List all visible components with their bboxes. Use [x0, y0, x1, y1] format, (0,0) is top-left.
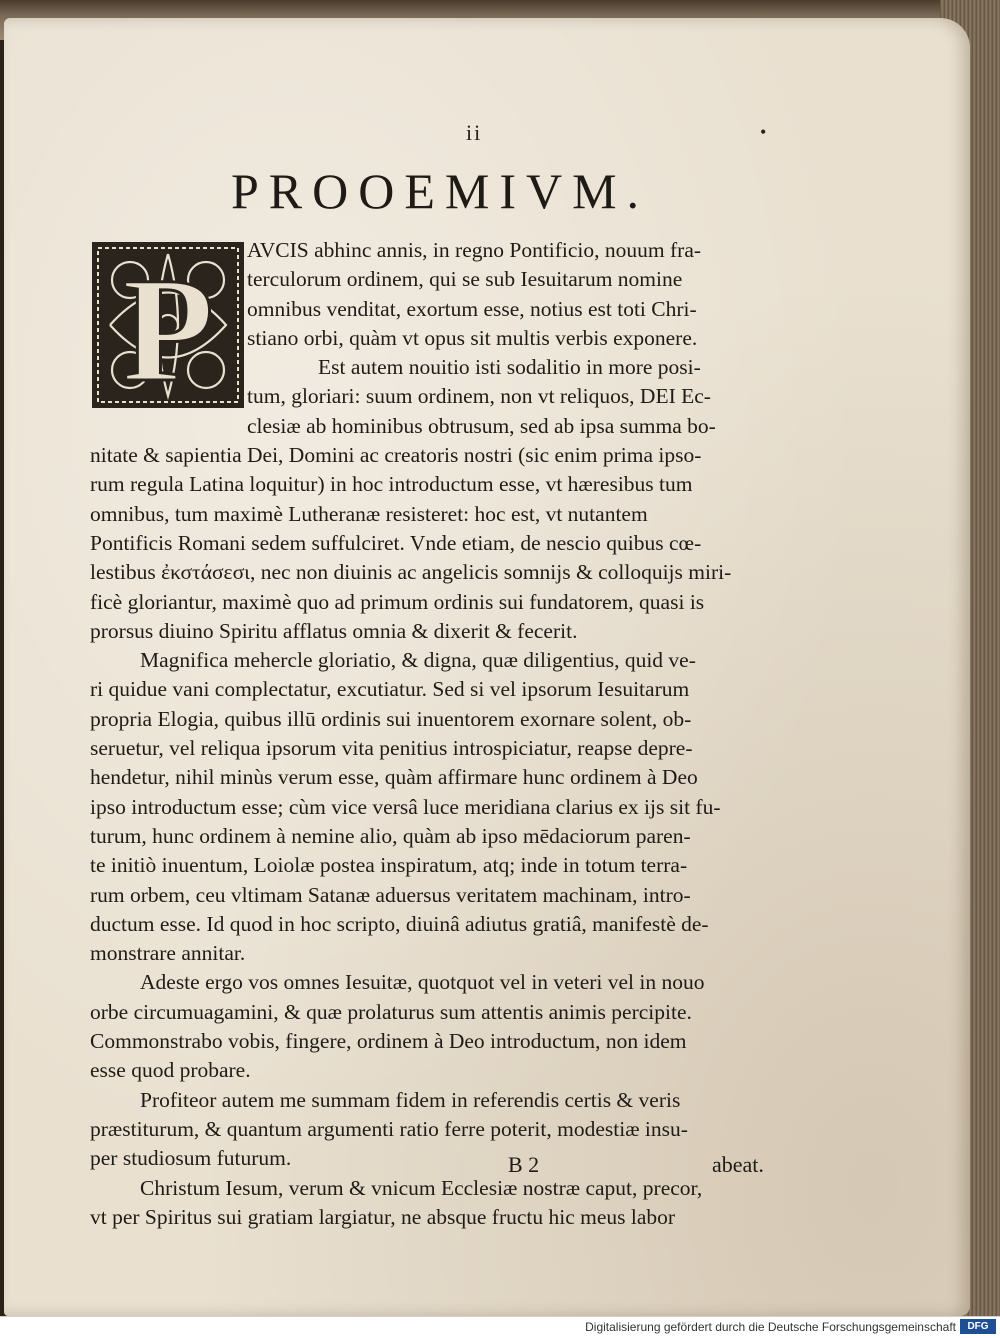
- text-line: ipso introductum esse; cùm vice versâ luce meridiana clarius ex ijs sit fu-: [90, 794, 721, 819]
- page-title: PROOEMIVM.: [230, 163, 650, 219]
- text-line: nitate & sapientia Dei, Domini ac creatoris nostri (sic enim prima ipso-: [90, 443, 702, 468]
- text-line: Christum Iesum, verum & vnicum Ecclesiæ nostræ caput, precor,: [140, 1175, 703, 1200]
- text-line: ficè gloriantur, maximè quo ad primum ordinis sui fundatorem, quasi is: [90, 589, 705, 614]
- text-line: Pontificis Romani sedem suffulciret. Vnde etiam, de nescio quibus cœ-: [90, 530, 702, 555]
- text-line: Adeste ergo vos omnes Iesuitæ, quotquot vel in veteri vel in nouo: [140, 970, 705, 995]
- text-line: Est autem nouitio isti sodalitio in more posi-: [318, 355, 701, 380]
- text-line: Profiteor autem me summam fidem in referendis certis & veris: [140, 1087, 681, 1112]
- text-line: omnibus, tum maximè Lutheranæ resisteret: hoc est, vt nutantem: [90, 501, 648, 526]
- text-line: te initiò inuentum, Loiolæ postea inspiratum, atq; inde in totum terra-: [90, 853, 688, 878]
- dfg-logo-icon: DFG: [960, 1319, 996, 1334]
- text-line: præstiturum, & quantum argumenti ratio ferre poterit, modestiæ insu-: [90, 1116, 688, 1141]
- text-line: vt per Spiritus sui gratiam largiatur, ne absque fructu hic meus labor: [90, 1204, 676, 1229]
- text-line: AVCIS abhinc annis, in regno Pontificio, nouum fra-: [247, 238, 702, 262]
- text-line: rum orbem, ceu vltimam Satanæ aduersus veritatem machinam, intro-: [90, 882, 691, 907]
- digitization-footer: [0, 1316, 1000, 1338]
- corner-mark: •: [760, 122, 767, 142]
- initial-letter: P: [122, 247, 214, 410]
- text-line: Commonstrabo vobis, fingere, ordinem à Deo introductum, non idem: [90, 1029, 687, 1054]
- text-line: stiano orbi, quàm vt opus sit multis verbis exponere.: [247, 325, 698, 350]
- text-line: Magnifica mehercle gloriatio, & digna, quæ diligentius, quid ve-: [140, 648, 696, 673]
- text-line: esse quod probare.: [90, 1058, 251, 1083]
- text-line: orbe circumuagamini, & quæ prolaturus sum attentis animis percipite.: [90, 999, 692, 1024]
- text-line: omnibus venditat, exortum esse, notius est toti Chri-: [247, 296, 697, 321]
- text-line: hendetur, nihil minùs verum esse, quàm affirmare hunc ordinem à Deo: [90, 765, 698, 790]
- signature-mark: ii: [466, 120, 483, 145]
- text-line: turum, hunc ordinem à nemine alio, quàm ab ipso mēdaciorum paren-: [90, 823, 691, 848]
- text-line: prorsus diuino Spiritu afflatus omnia & dixerit & fecerit.: [90, 618, 578, 643]
- text-line: terculorum ordinem, qui se sub Iesuitarum nomine: [247, 267, 683, 292]
- text-line: propria Elogia, quibus illū ordinis sui inuentorem exornare solent, ob-: [90, 706, 692, 731]
- text-line: tum, gloriari: suum ordinem, non vt reliquos, DEI Ec-: [247, 384, 711, 409]
- body-text: [90, 236, 780, 1232]
- text-line: seruetur, vel reliqua ipsorum vita penitius introspiciatur, reapse depre-: [90, 736, 693, 761]
- text-line: rum regula Latina loquitur) in hoc introductum esse, vt hæresibus tum: [90, 472, 693, 497]
- text-line: ri quidue vani complectatur, excutiatur. Sed si vel ipsorum Iesuitarum: [90, 677, 690, 702]
- text-line: lestibus ἐκστάσεσι, nec non diuinis ac angelicis somnijs & colloquijs miri-: [90, 560, 732, 585]
- catchword: abeat.: [712, 1152, 764, 1177]
- signature-b2: B 2: [508, 1152, 540, 1177]
- text-line: clesiæ ab hominibus obtrusum, sed ab ipsa summa bo-: [247, 413, 716, 438]
- footer-credit: Digitalisierung gefördert durch die Deutsche Forschungsgemeinschaft: [585, 1320, 956, 1334]
- text-line: per studiosum futurum.: [90, 1146, 292, 1171]
- text-line: ductum esse. Id quod in hoc scripto, diuinâ adiutus gratiâ, manifestè de-: [90, 911, 709, 936]
- text-line: monstrare annitar.: [90, 941, 246, 966]
